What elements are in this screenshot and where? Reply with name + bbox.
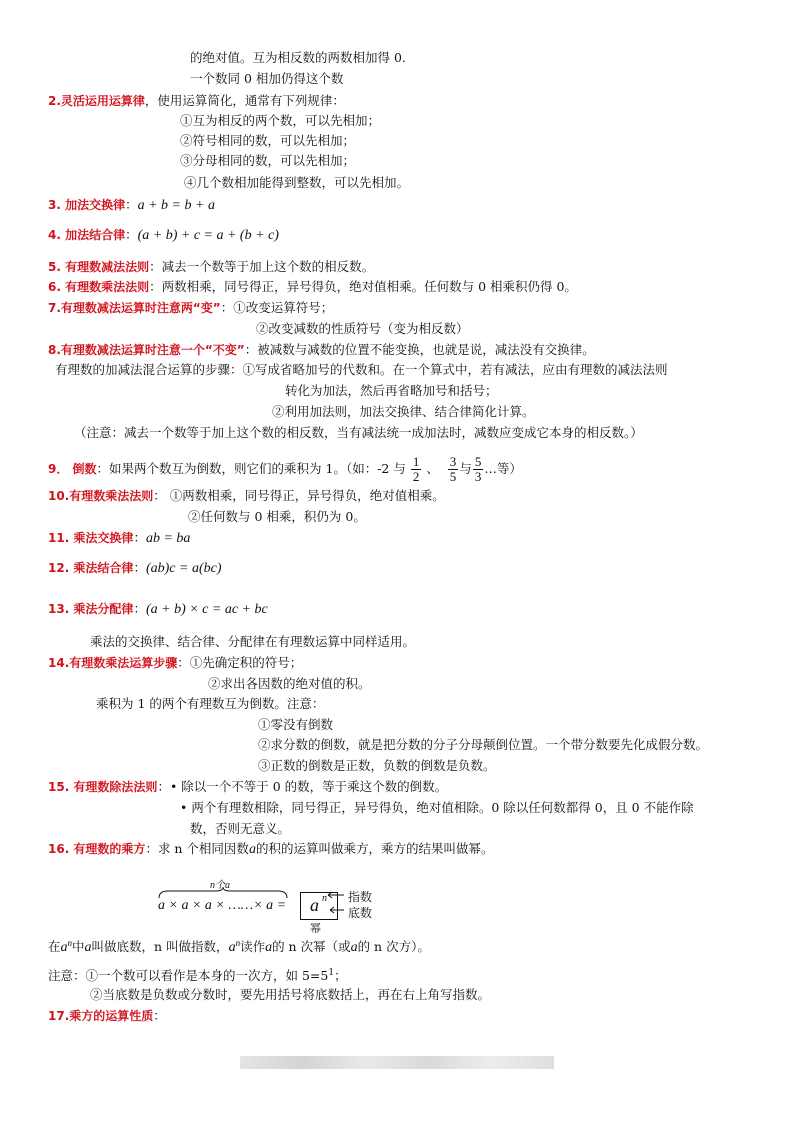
text-line: ：两数相乘，同号得正，异号得负，绝对值相乘。任何数与 0 相乘积仍得 0。 xyxy=(149,279,577,294)
section-heading: 5. 有理数减法法则 xyxy=(48,260,150,274)
text-line: 一个数同 0 相加仍得这个数 xyxy=(190,71,344,86)
section-2 xyxy=(48,93,345,109)
text-line: ：减去一个数等于加上这个数的相反数。 xyxy=(149,259,375,274)
variable: a xyxy=(60,940,68,956)
colon: ： xyxy=(153,1008,166,1023)
section-heading: 15. 有理数除法法则 xyxy=(48,780,158,794)
fraction xyxy=(411,455,422,484)
section-13 xyxy=(48,601,268,618)
text-line: 中 xyxy=(72,939,85,955)
numerator: 3 xyxy=(449,454,457,469)
numerator: 5 xyxy=(474,454,482,469)
section-9 xyxy=(48,455,522,484)
base-label: 底数 xyxy=(348,906,373,920)
exponent-label: 指数 xyxy=(348,890,373,904)
power-expression: a × a × a × ……× a = xyxy=(158,898,287,913)
text-line: 叫做底数，n 叫做指数， xyxy=(91,939,229,955)
list-item: ②改变减数的性质符号（变为相反数） xyxy=(256,321,469,336)
text-line: 的 n 次方）。 xyxy=(357,939,430,955)
denominator: 3 xyxy=(474,469,482,484)
section-heading: 4. 加法结合律 xyxy=(48,228,126,242)
list-item: ①零没有倒数 xyxy=(258,717,334,732)
list-item: ①互为相反的两个数，可以先相加； xyxy=(180,113,381,128)
text-line: ： ①两数相乘，同号得正，异号得负，绝对值相乘。 xyxy=(153,488,445,503)
section-heading: 13. 乘法分配律 xyxy=(48,602,134,616)
section-14 xyxy=(48,655,302,671)
text-line: 数，否则无意义。 xyxy=(190,821,291,836)
formula: ab = ba xyxy=(145,531,191,546)
numerator: 1 xyxy=(412,454,420,469)
variable: a xyxy=(265,940,273,956)
list-item: ②求出各因数的绝对值的积。 xyxy=(208,676,371,691)
text-line: 转化为加法，然后再省略加号和括号； xyxy=(285,383,498,398)
text-line: ； xyxy=(334,968,347,984)
formula: (ab)c = a(bc) xyxy=(145,561,222,576)
separator: 、 xyxy=(426,461,439,476)
variable: a xyxy=(248,842,256,857)
fraction xyxy=(448,455,459,484)
text-line: 注意：①一个数可以看作是本身的一次方，如 5=5 xyxy=(48,968,329,984)
section-heading: 11. 乘法交换律 xyxy=(48,531,134,545)
section-heading: 17.乘方的运算性质 xyxy=(48,1009,154,1023)
superscript: n xyxy=(67,938,73,948)
list-item: ②符号相同的数，可以先相加； xyxy=(180,133,356,148)
section-15 xyxy=(48,779,447,795)
text-line: 在 xyxy=(48,939,61,955)
formula: (a + b) × c = ac + bc xyxy=(145,602,268,617)
section-16 xyxy=(48,841,493,858)
list-item: ②任何数与 0 相乘，积仍为 0。 xyxy=(188,509,366,524)
section-7 xyxy=(48,300,333,316)
text-line: ，使用运算简化，通常有下列规律： xyxy=(144,93,345,108)
denominator: 5 xyxy=(449,469,457,484)
text-line: ：①先确定积的符号； xyxy=(177,655,303,670)
variable: a xyxy=(84,940,92,956)
superscript: n xyxy=(235,938,241,948)
variable: a xyxy=(228,940,236,956)
variable: a xyxy=(350,940,358,956)
superscript: 1 xyxy=(328,968,335,978)
formula: a + b = b + a xyxy=(137,198,215,213)
list-item: ③分母相同的数，可以先相加； xyxy=(180,153,356,168)
section-11 xyxy=(48,530,190,547)
denominator: 2 xyxy=(412,469,420,484)
colon: ： xyxy=(125,227,138,242)
text-line: 的积的运算叫做乘方，乘方的结果叫做幂。 xyxy=(255,841,494,856)
section-10 xyxy=(48,488,445,504)
text-line: 乘法的交换律、结合律、分配律在有理数运算中同样适用。 xyxy=(90,634,416,649)
list-item: ②求分数的倒数，就是把分数的分子分母颠倒位置。一个带分数要先化成假分数。 xyxy=(258,737,709,752)
colon: ： xyxy=(133,560,146,575)
power-diagram xyxy=(150,870,410,940)
note-line: ②当底数是负数或分数时，要先用括号将底数括上，再在右上角写指数。 xyxy=(90,987,491,1002)
fraction xyxy=(473,455,484,484)
section-5 xyxy=(48,259,374,275)
section-heading: 6. 有理数乘法法则 xyxy=(48,280,150,294)
section-3 xyxy=(48,197,215,214)
arrow-icon xyxy=(326,890,346,920)
section-heading: 2.灵活运用运算律 xyxy=(48,94,145,108)
section-heading: 16. 有理数的乘方 xyxy=(48,842,146,856)
section-heading: 3. 加法交换律 xyxy=(48,198,126,212)
text-line: ：被减数与减数的位置不能变换，也就是说，减法没有交换律。 xyxy=(244,342,595,357)
section-heading: 14.有理数乘法运算步骤 xyxy=(48,656,178,670)
section-8 xyxy=(48,342,595,358)
formula: (a + b) + c = a + (b + c) xyxy=(137,228,279,243)
text-line: 读作 xyxy=(240,939,266,955)
text-line: ：• 除以一个不等于 0 的数，等于乘这个数的倒数。 xyxy=(157,779,448,794)
section-12 xyxy=(48,560,221,577)
text-line: ②利用加法则，加法交换律、结合律简化计算。 xyxy=(272,404,535,419)
section-heading: 10.有理数乘法法则 xyxy=(48,489,154,503)
note-line xyxy=(48,965,347,984)
text-line: 有理数的加减法混合运算的步骤：①写成省略加号的代数和。在一个算式中，若有减法，应由有理数的减法法则 xyxy=(55,362,668,377)
text-line: 与 xyxy=(459,461,472,476)
text-line: 乘积为 1 的两个有理数互为倒数。注意： xyxy=(96,696,325,711)
text-line: • 两个有理数相除，同号得正，异号得负，绝对值相除。0 除以任何数都得 0，且 0 不能作除 xyxy=(180,800,694,815)
brace-label: n个a xyxy=(210,880,230,891)
list-item: ④几个数相加能得到整数，可以先相加。 xyxy=(184,175,410,190)
section-heading: 12. 乘法结合律 xyxy=(48,561,134,575)
note-line: （注意：减去一个数等于加上这个数的相反数，当有减法统一成加法时，减数应变成它本身的相反数。） xyxy=(74,425,643,440)
text-line: …等） xyxy=(484,461,522,476)
text-line: 的绝对值。互为相反数的两数相加得 0. xyxy=(190,50,406,65)
blurred-footer xyxy=(240,1056,554,1069)
colon: ： xyxy=(125,197,138,212)
text-line: ：求 n 个相同因数 xyxy=(145,841,249,856)
power-label: 幂 xyxy=(310,922,321,935)
colon: ： xyxy=(133,530,146,545)
section-4 xyxy=(48,227,279,244)
list-item: ③正数的倒数是正数，负数的倒数是负数。 xyxy=(258,758,496,773)
section-heading: 8.有理数减法运算时注意一个“不变” xyxy=(48,343,245,357)
text-line: ：如果两个数互为倒数，则它们的乘积为 1。（如：-2 与 xyxy=(96,461,406,476)
section-heading: 9． 倒数 xyxy=(48,462,97,476)
text-line xyxy=(48,935,430,956)
section-heading: 7.有理数减法运算时注意两“变” xyxy=(48,301,221,315)
section-17 xyxy=(48,1008,166,1024)
colon: ： xyxy=(133,601,146,616)
power-base: a xyxy=(310,895,319,915)
power-exponent: n xyxy=(322,893,327,904)
text-line: ：①改变运算符号； xyxy=(220,300,334,315)
text-line: 的 n 次幂（或 xyxy=(272,939,351,955)
section-6 xyxy=(48,279,577,295)
